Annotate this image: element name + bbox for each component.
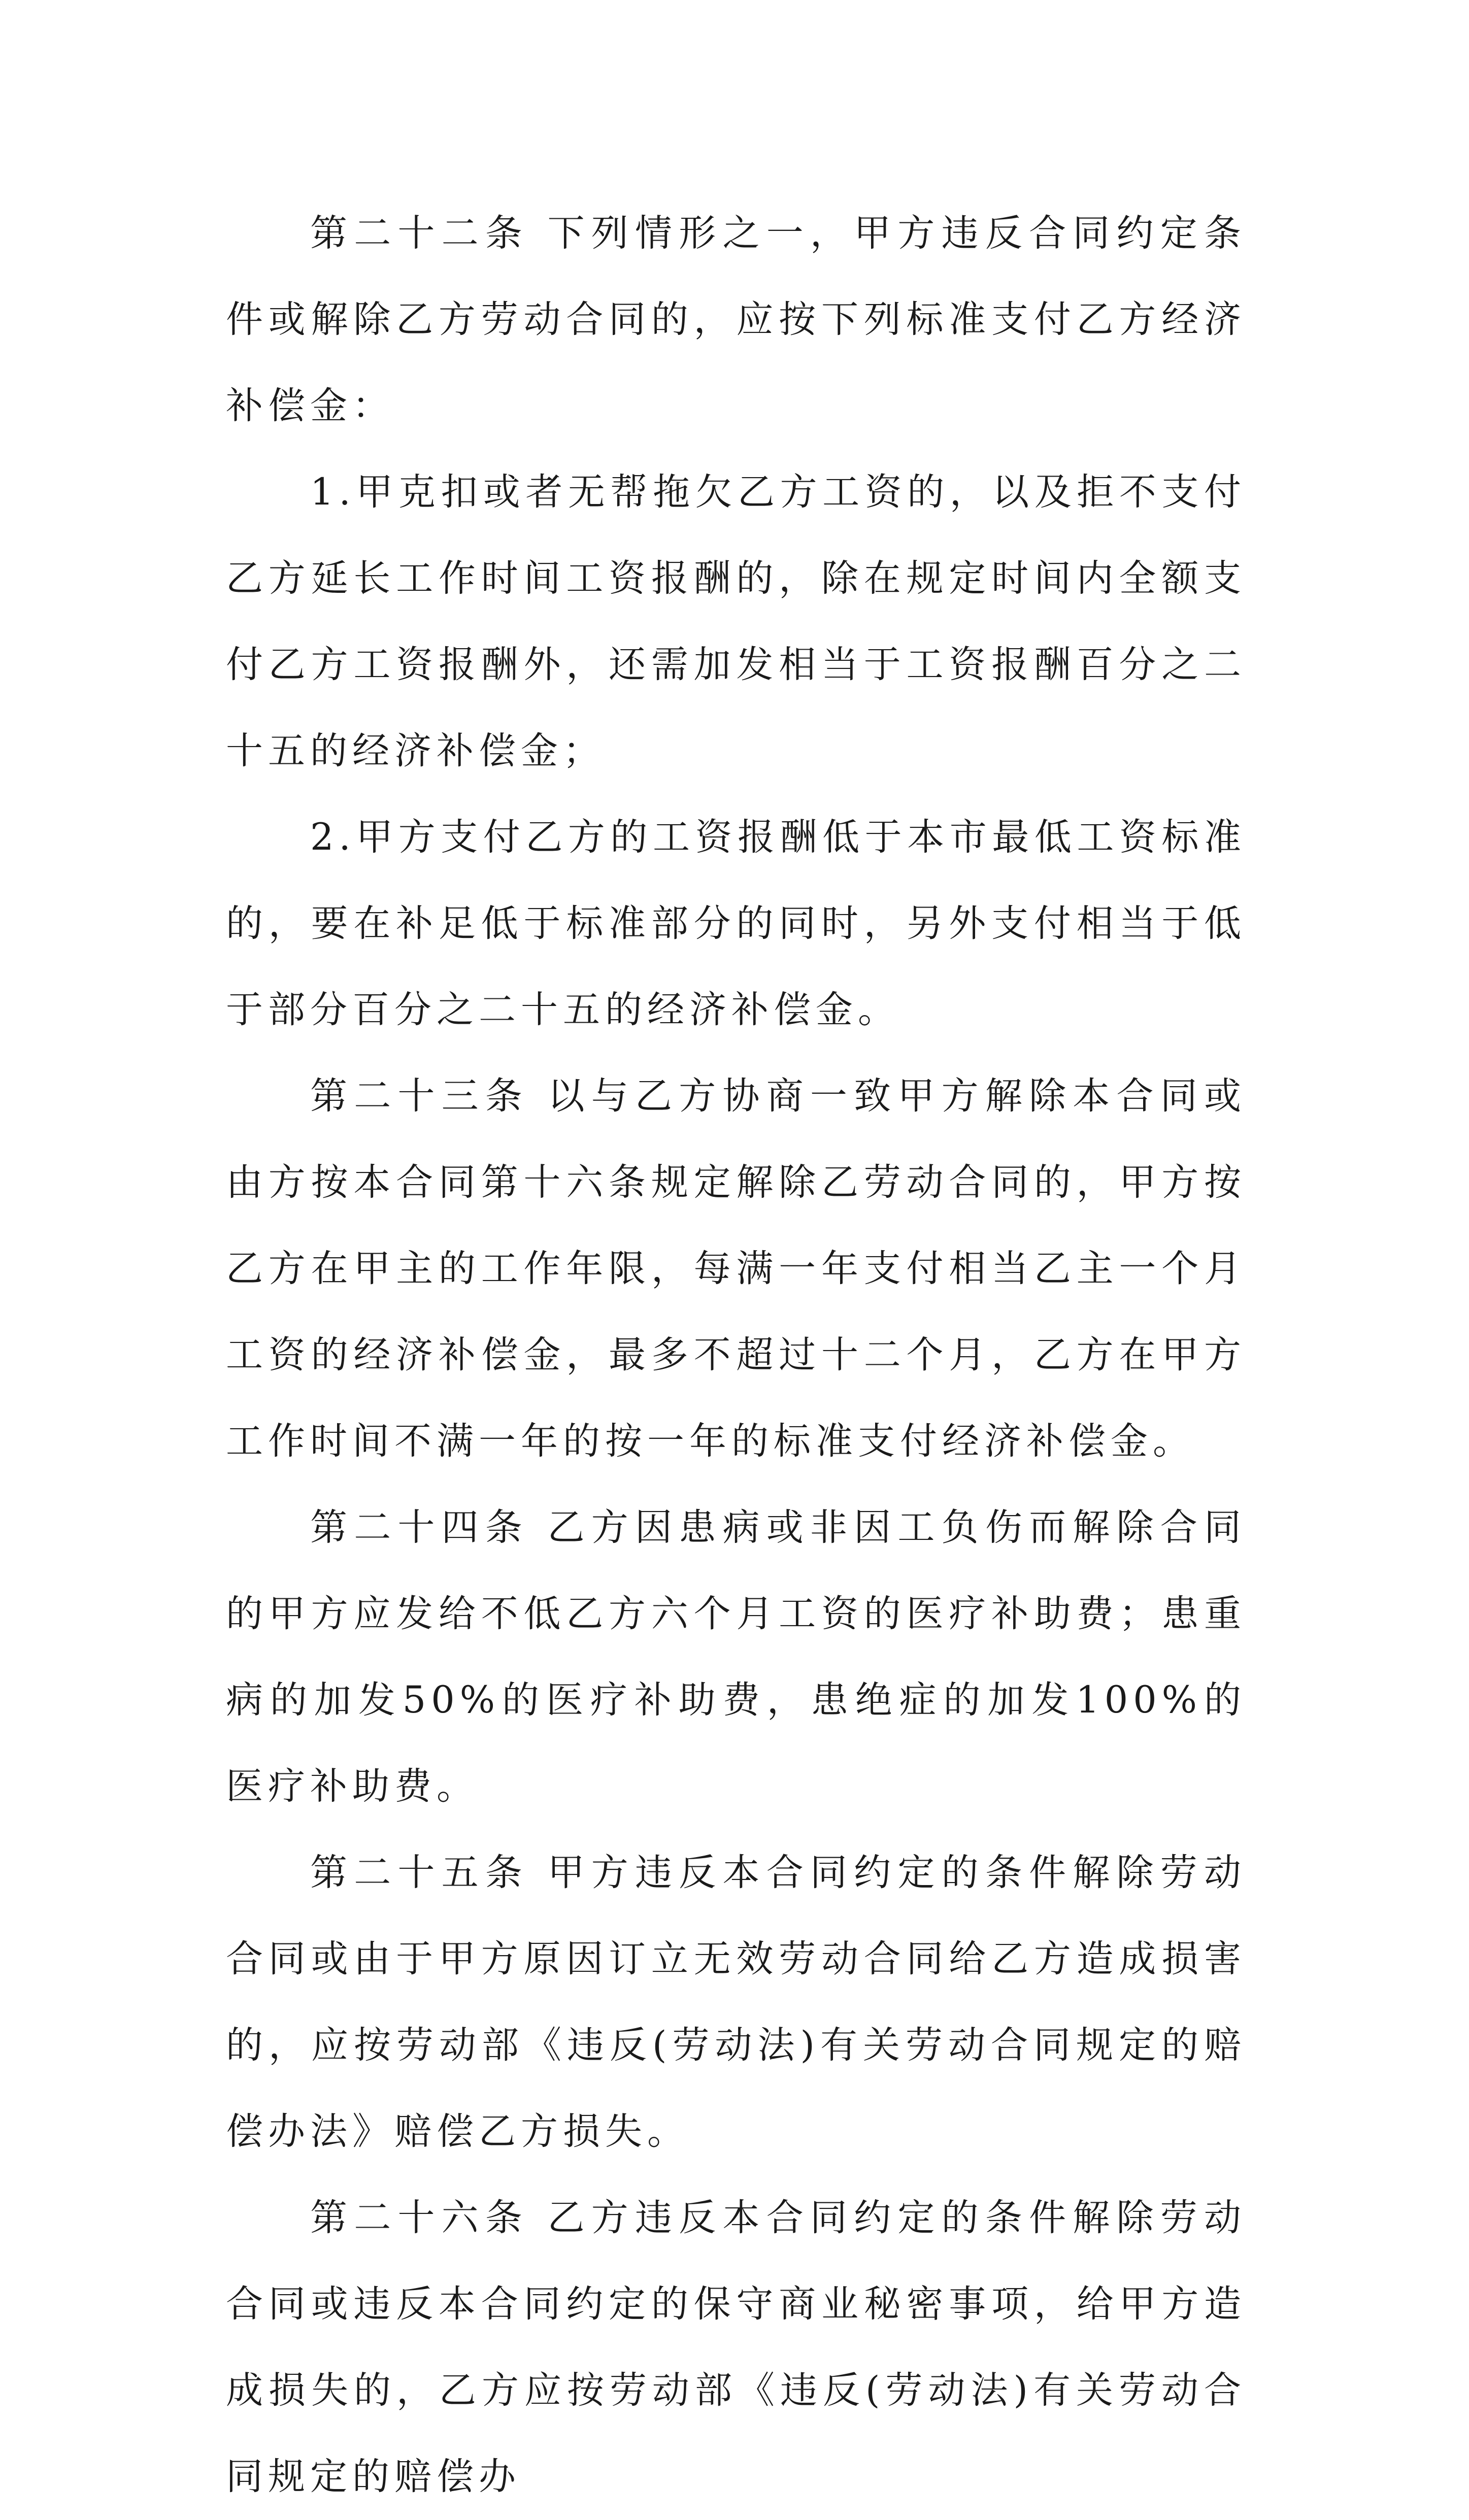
paragraph-item-1: 1.甲克扣或者无帮拖欠乙方工资的，以及拒不支付乙方延长工作时间工资报酬的，除在规定时间内全额支付乙方工资报酬外，还需加发相当于工资报酬百分之二十五的经济补偿金； xyxy=(226,471,1246,772)
paragraph-article-22: 第二十二条 下列情形之一，甲方违反合同约定条件或解除乙方劳动合同的，应按下列标准支付乙方经济补偿金： xyxy=(226,212,1246,427)
paragraph-item-2: 2.甲方支付乙方的工资报酬低于本市最低工资标准的，要在补足低于标准部分的同时，另外支付相当于低于部分百分之二十五的经济补偿金。 xyxy=(226,816,1246,1031)
paragraph-article-23: 第二十三条 以与乙方协商一致甲方解除本合同或由方按本合同第十六条规定解除乙劳动合同的，甲方按乙方在甲主的工作年限，每满一年支付相当乙主一个月工资的经济补偿金，最多不超过十二个月，乙方在甲方工作时间不满一年的按一年的标准支付经济补偿金。 xyxy=(226,1074,1246,1463)
paragraph-article-26: 第二十六条 乙方违反本合同约定的条件解除劳动合同或违反本合同约定的保守商业秘密事项，给甲方造成损失的，乙方应按劳动部《违反(劳动法)有关劳动合同规定的赔偿办 xyxy=(226,2196,1246,2498)
paragraph-article-25: 第二十五条 甲方违反本合同约定的条件解除劳动合同或由于甲方原因订立无效劳动合同给乙方造成损害的，应按劳动部《违反(劳动法)有关劳动合同规定的赔偿办法》赔偿乙方损失。 xyxy=(226,1851,1246,2153)
paragraph-article-24: 第二十四条 乙方因患病或非因工负伤而解除合同的甲方应发给不低乙方六个月工资的医疗补助费；患重病的加发50%的医疗补助费，患绝症的加发100%的医疗补助费。 xyxy=(226,1506,1246,1808)
document-body xyxy=(226,190,1246,2520)
